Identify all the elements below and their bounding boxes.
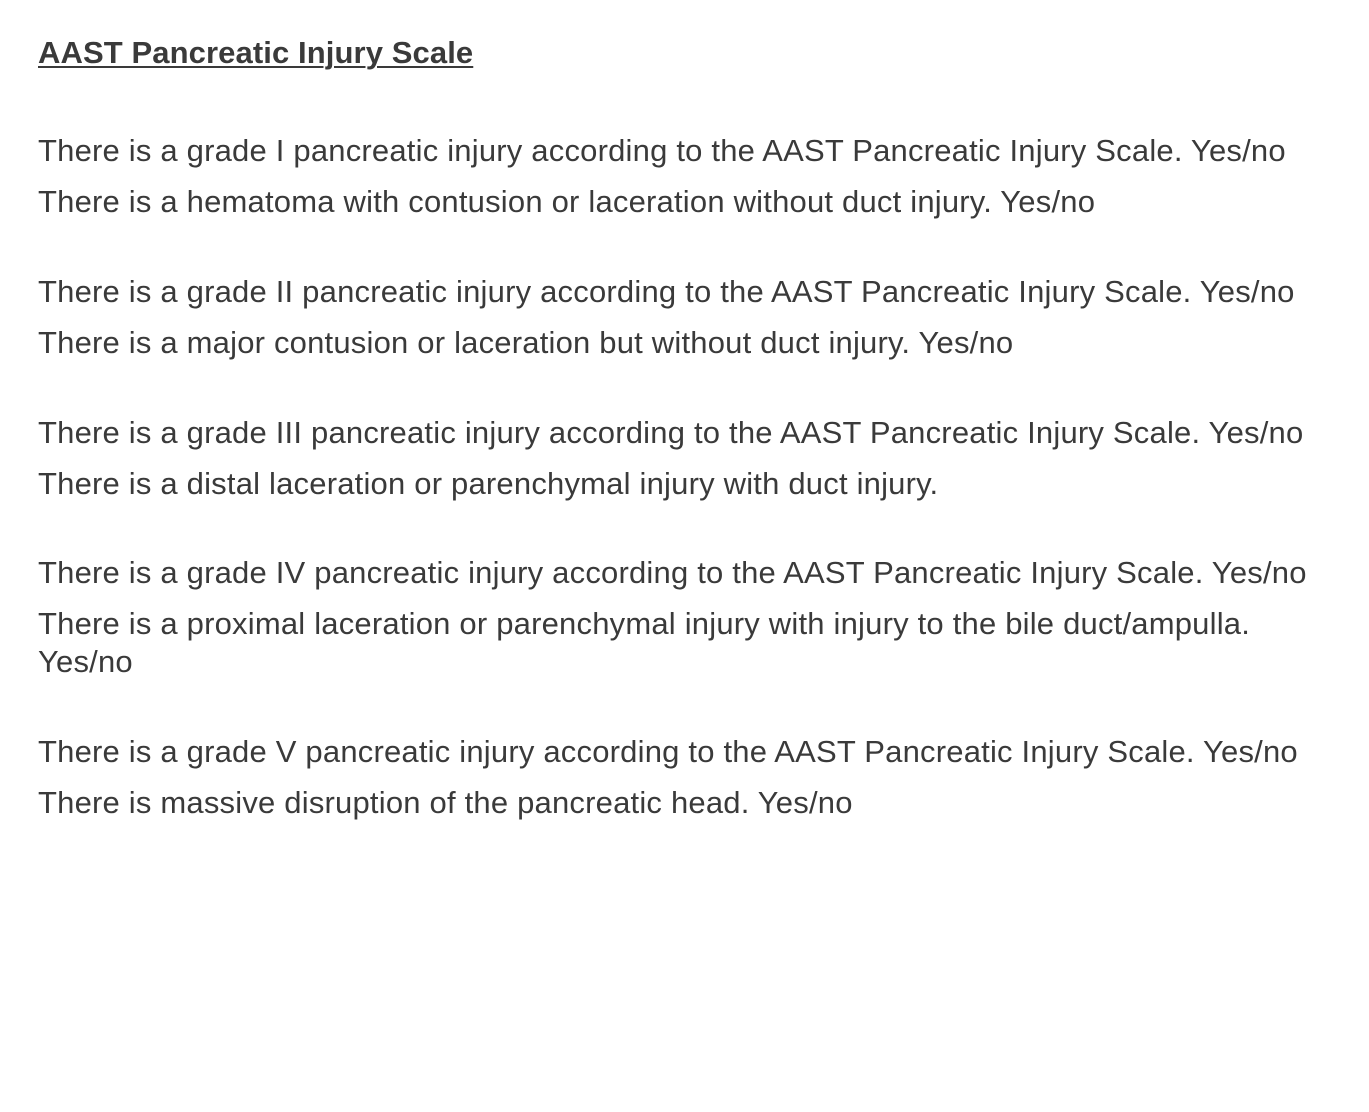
grade-5-section: [38, 733, 1338, 822]
grade-3-section: [38, 414, 1338, 503]
grade-2-description: There is a major contusion or laceration but without duct injury. Yes/no: [38, 325, 1014, 360]
grade-1-description: There is a hematoma with contusion or laceration without duct injury. Yes/no: [38, 184, 1096, 219]
grade-4-statement: There is a grade IV pancreatic injury according to the AAST Pancreatic Injury Scale. Yes/no: [38, 555, 1307, 590]
grade-3-description: There is a distal laceration or parenchymal injury with duct injury.: [38, 466, 939, 501]
grade-1-section: [38, 132, 1338, 221]
grade-3-statement: There is a grade III pancreatic injury according to the AAST Pancreatic Injury Scale. Yes/no: [38, 415, 1304, 450]
document-title: AAST Pancreatic Injury Scale: [38, 35, 474, 70]
grade-5-statement: There is a grade V pancreatic injury according to the AAST Pancreatic Injury Scale. Yes/no: [38, 734, 1298, 769]
document-page: [38, 30, 1338, 822]
grade-5-description: There is massive disruption of the pancreatic head. Yes/no: [38, 785, 853, 820]
grade-2-section: [38, 273, 1338, 362]
grade-2-statement: There is a grade II pancreatic injury according to the AAST Pancreatic Injury Scale. Yes/no: [38, 274, 1295, 309]
grade-1-statement: There is a grade I pancreatic injury according to the AAST Pancreatic Injury Scale. Yes/no: [38, 133, 1286, 168]
grade-4-section: [38, 554, 1338, 681]
grade-4-description: There is a proximal laceration or parenchymal injury with injury to the bile duct/ampulla. Yes/no: [38, 606, 1251, 679]
